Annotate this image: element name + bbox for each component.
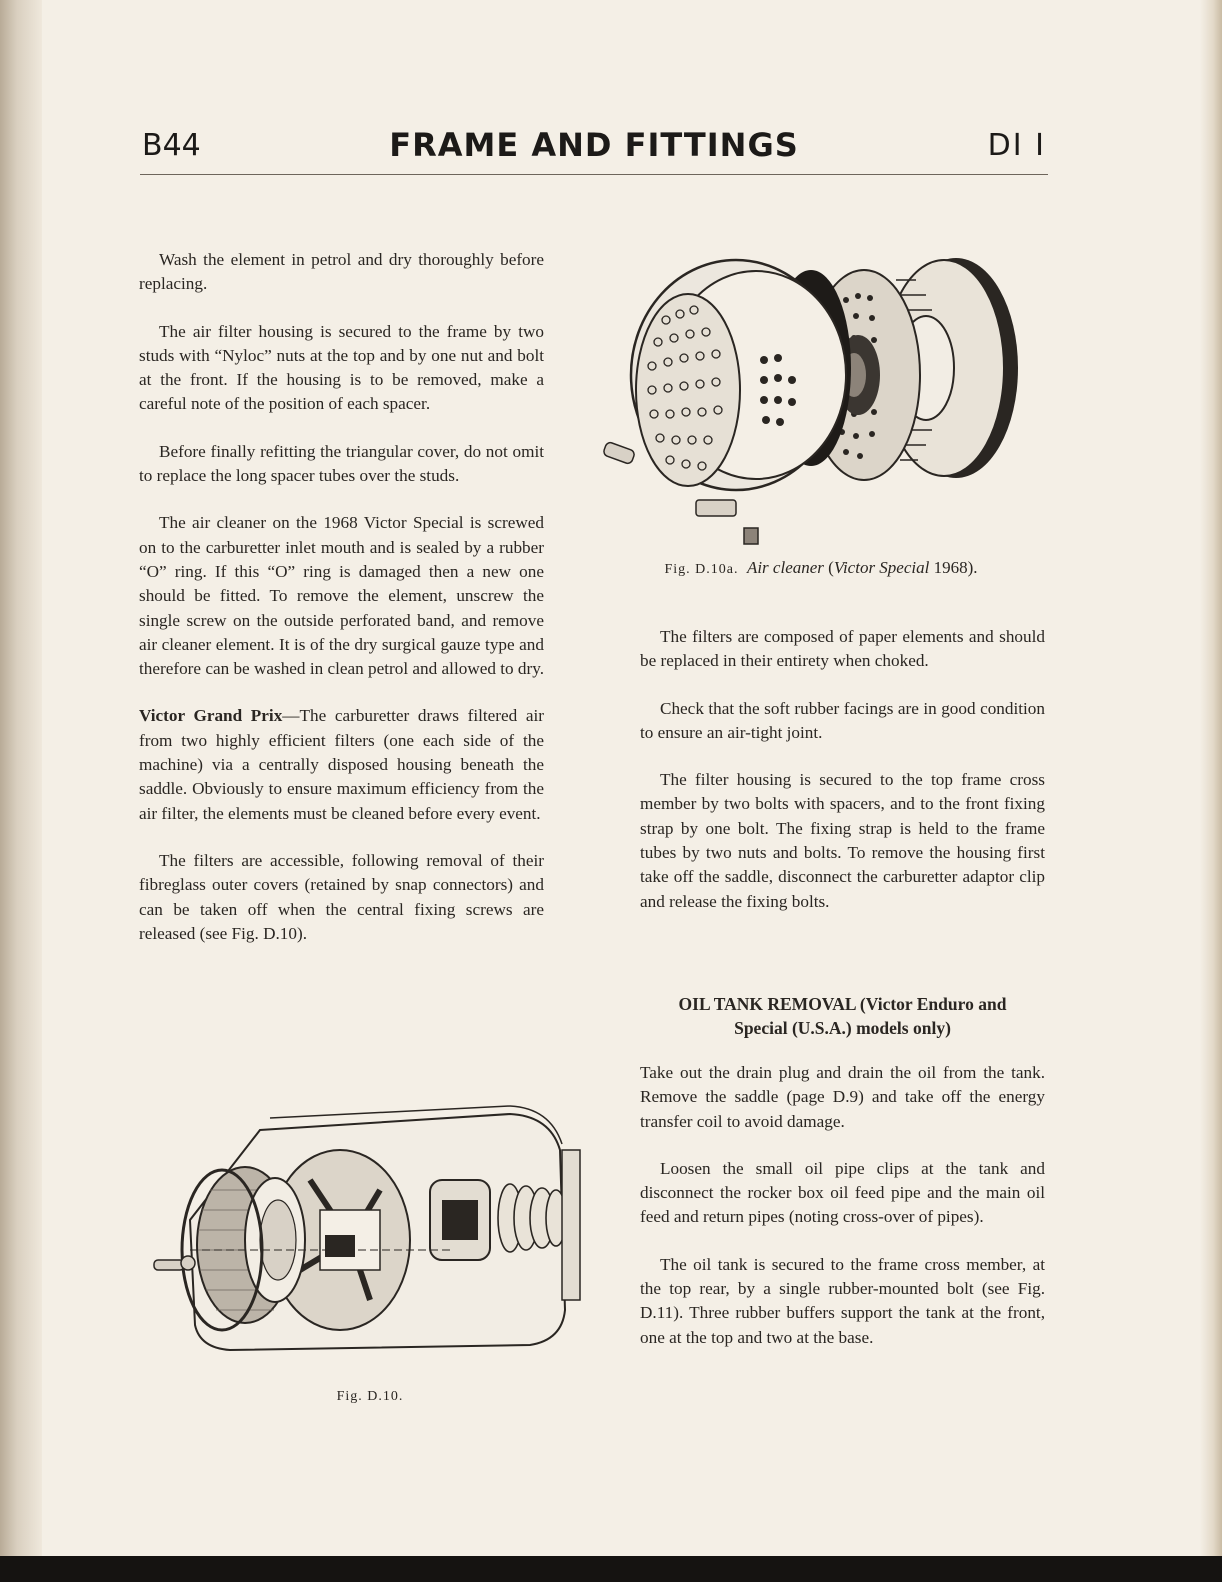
paragraph-paper-elements: The filters are composed of paper elements and should be replaced in their entirety when choked. — [640, 627, 1045, 671]
model-code: B44 — [142, 128, 201, 163]
page-edge-shadow — [1200, 0, 1222, 1582]
air-cleaner-illustration — [596, 250, 1046, 550]
page-gutter-shadow — [0, 0, 42, 1582]
page-header — [142, 124, 1046, 168]
paragraph-wash-element: Wash the element in petrol and dry thoroughly before replacing. — [139, 250, 544, 294]
heading-line-1: OIL TANK REMOVAL (Victor Enduro and — [678, 994, 1007, 1014]
caption-label-d10a: Fig. D.10a. — [664, 562, 739, 577]
paragraph-tank-secured: The oil tank is secured to the frame cross member, at the top rear, by a single rubber-mounted bolt (see Fig. D.11). Three rubber buffers support the tank at the front, one at the top and two at the base. — [640, 1254, 1045, 1347]
caption-text-d10a: Air cleaner — [746, 558, 824, 577]
runin-grand-prix: Victor Grand Prix — [139, 706, 283, 726]
page-title: FRAME AND FITTINGS — [389, 126, 799, 164]
filter-housing-illustration — [150, 1100, 590, 1360]
figure-d10a — [596, 250, 1046, 550]
heading-line-2: Special (U.S.A.) models only) — [734, 1018, 951, 1038]
paragraph-grand-prix — [139, 704, 544, 825]
paragraph-victor-special-cleaner: The air cleaner on the 1968 Victor Special is screwed on to the carburetter inlet mouth and is sealed by a rubber “O” ring. If this “O” ring is damaged then a new one should be fitted. To remove the element, unscrew the single screw on the outside perforated band, and remove air cleaner element. It is of the dry surgical gauze type and therefore can be washed in clean petrol and allowed to dry. — [139, 513, 545, 679]
caption-fig-d10a — [596, 558, 1046, 578]
paragraph-housing-secured: The air filter housing is secured to the frame by two studs with “Nyloc” nuts at the top and by one nut and bolt at the front. If the housing is to be removed, make a careful note of the position of each spacer. — [139, 321, 544, 414]
page-reference: DI I — [987, 128, 1046, 163]
paragraph-drain-plug: Take out the drain plug and drain the oil from the tank. Remove the saddle (page D.9) and take off the energy transfer coil to avoid damage. — [640, 1063, 1045, 1131]
figure-d10 — [150, 1100, 590, 1360]
header-rule — [140, 174, 1048, 175]
right-column-upper — [640, 625, 1045, 937]
caption-label-d10: Fig. D.10. — [336, 1389, 404, 1404]
paragraph-oil-pipe-clips: Loosen the small oil pipe clips at the tank and disconnect the rocker box oil feed pipe and the main oil feed and return pipes (noting cross-over of pipes). — [640, 1158, 1045, 1227]
caption-paren-d10a: ( — [828, 558, 834, 577]
paragraph-filters-accessible: The filters are accessible, following removal of their fibreglass outer covers (retained by snap connectors) and can be taken off when the central fixing screws are released (see Fig. D.10). — [139, 850, 544, 943]
scan-bottom-edge — [0, 1556, 1222, 1582]
right-column-lower — [640, 992, 1045, 1373]
paragraph-refit-cover: Before finally refitting the triangular cover, do not omit to replace the long spacer tubes over the studs. — [139, 441, 544, 486]
section-heading-oil-tank — [640, 992, 1045, 1040]
paragraph-rubber-facings: Check that the soft rubber facings are in good condition to ensure an air-tight joint. — [640, 698, 1045, 742]
grand-prix-text: —The carburetter draws filtered air from two highly efficient filters (one each side of the machine) via a centrally disposed housing beneath the saddle. Obviously to ensure maximum efficiency from the air filter, the elements must be cleaned before every event. — [139, 706, 544, 823]
paragraph-filter-housing: The filter housing is secured to the top frame cross member by two bolts with spacers, and to the front fixing strap by one bolt. The fixing strap is held to the frame tubes by two nuts and bolts. To remove the housing first take off the saddle, disconnect the carburetter adaptor clip and release the fixing bolts. — [640, 770, 1045, 911]
left-column — [139, 248, 544, 969]
caption-model-d10a: Victor Special — [833, 558, 930, 577]
caption-fig-d10 — [150, 1385, 590, 1405]
caption-year-d10a: 1968). — [929, 558, 978, 577]
